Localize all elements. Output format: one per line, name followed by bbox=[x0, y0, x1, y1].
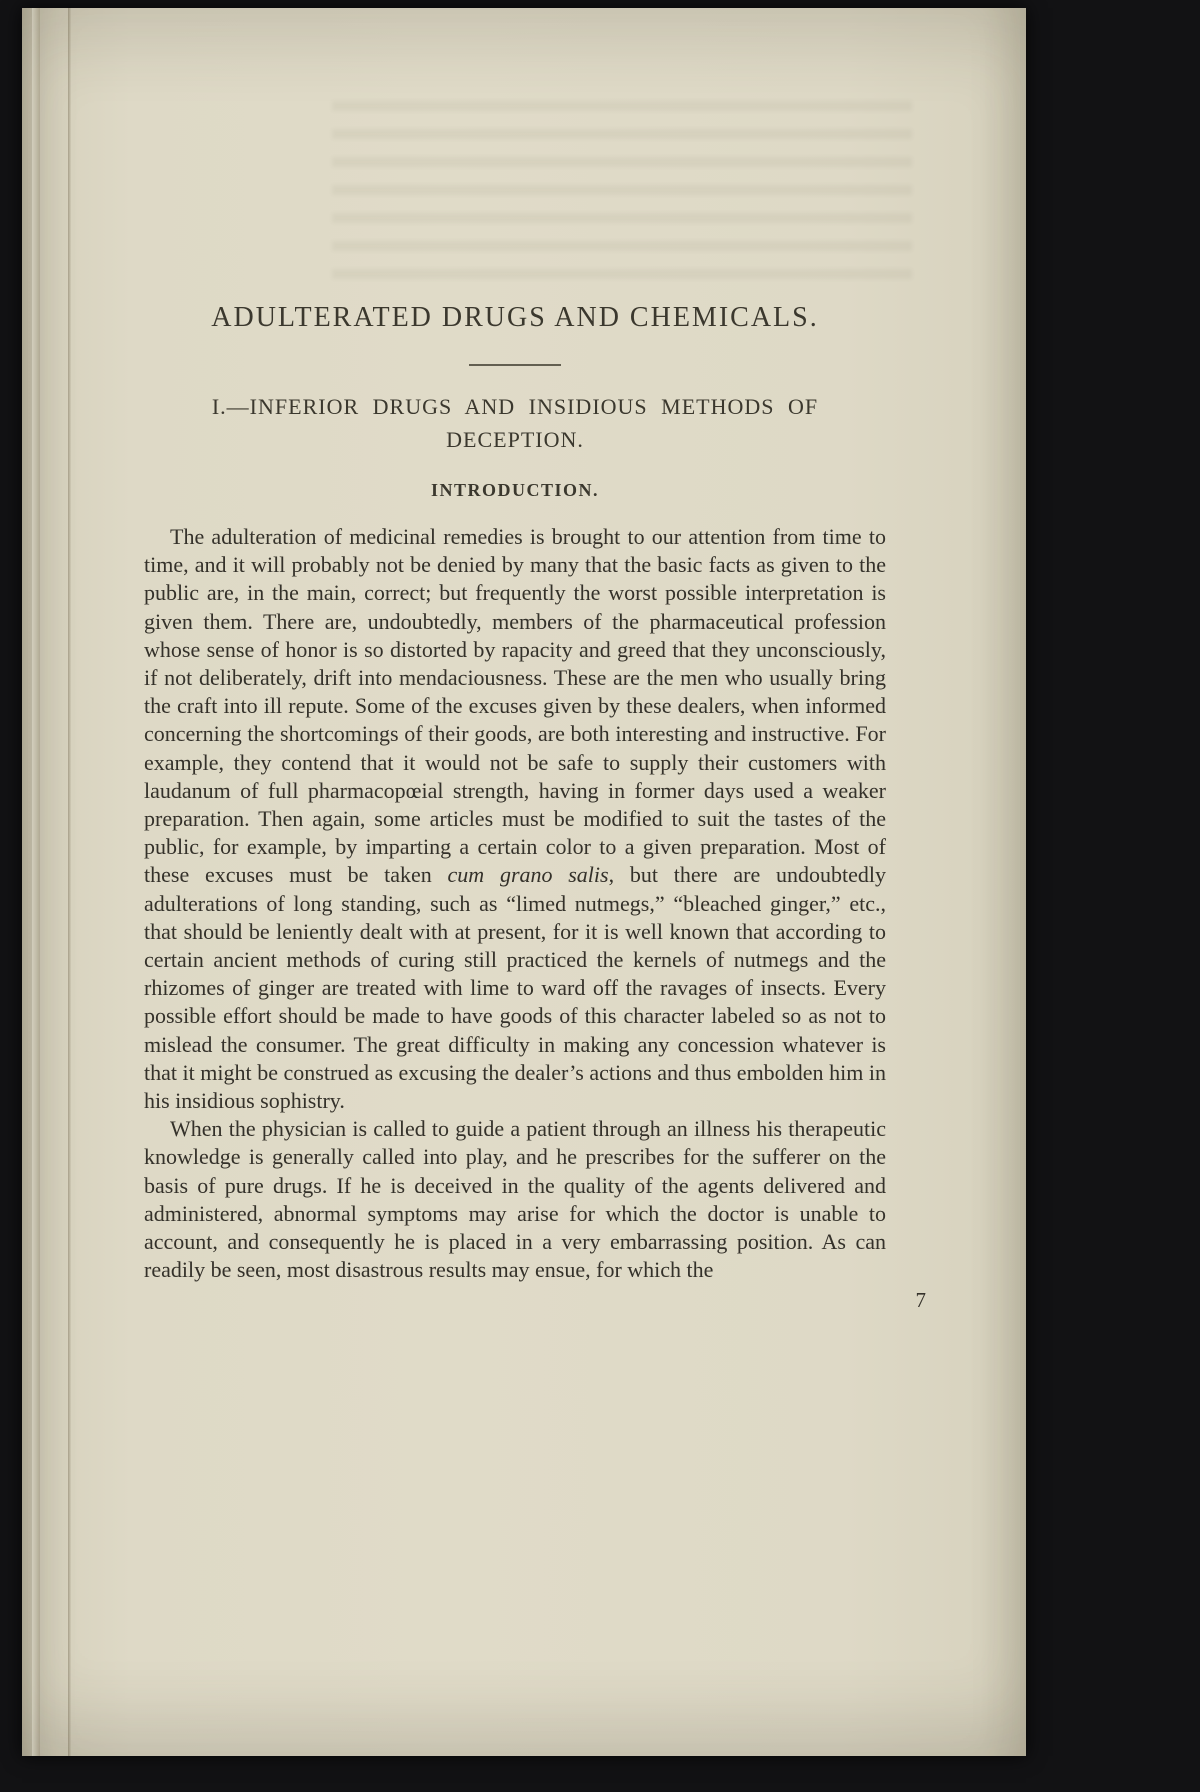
paragraph bbox=[144, 523, 886, 1115]
body-text bbox=[144, 523, 886, 1284]
page-edge bbox=[32, 8, 40, 1756]
paragraph-segment: The adulteration of medicinal remedies is brought to our attention from time to time, and it will probably not be denied by many that the basic facts as given to the public are, in the main, correct; but frequently the worst possible interpretation is given them. There are, undoubtedly, members of the pharmaceutical profession whose sense of honor is so distorted by rapacity and greed that they unconsciously, if not deliberately, drift into mendaciousness. These are the men who usually bring the craft into ill repute. Some of the excuses given by these dealers, when informed concerning the shortcomings of their goods, are both interesting and instructive. For example, they contend that it would not be safe to supply their customers with laudanum of full pharmacopœial strength, having in former days used a weaker preparation. Then again, some articles must be modified to suit the tastes of the public, for example, by imparting a certain color to a given preparation. Most of these excuses must be taken bbox=[144, 524, 886, 888]
paragraph-segment-italic: cum grano salis bbox=[447, 862, 609, 888]
paper-sheet bbox=[22, 8, 1026, 1756]
reverse-side-show-through bbox=[332, 94, 912, 294]
binding-crease bbox=[68, 8, 71, 1756]
paragraph bbox=[144, 1115, 886, 1284]
paragraph-segment: When the physician is called to guide a patient through an illness his therapeutic knowledge is generally called into play, and he prescribes for the sufferer on the basis of pure drugs. If he is deceived in the quality of the agents delivered and administered, abnormal symptoms may arise for which the doctor is unable to account, and consequently he is placed in a very embarrassing position. As can readily be seen, most disastrous results may ensue, for which the bbox=[144, 1116, 886, 1283]
subheading-introduction: INTRODUCTION. bbox=[430, 480, 600, 500]
paragraph-segment: , but there are undoubtedly adulterations of long standing, such as “limed nutmegs,” “bleached ginger,” etc., that should be leniently dealt with at present, for it is well known that according to certain ancient methods of curing still practiced the kernels of nutmegs and the rhizomes of ginger are treated with lime to ward off the ravages of insects. Every possible effort should be made to have goods of this character labeled so as not to mislead the consumer. The great difficulty in making any concession whatever is that it might be construed as excusing the dealer’s actions and thus embolden him in his insidious sophistry. bbox=[144, 862, 887, 1114]
page-title: ADULTERATED DRUGS AND CHEMICALS. bbox=[211, 302, 819, 333]
section-heading: I.—INFERIOR DRUGS AND INSIDIOUS METHODS OF DECEPTION. bbox=[211, 394, 819, 452]
text-block bbox=[144, 302, 926, 1313]
title-divider-rule bbox=[469, 364, 561, 366]
page-number: 7 bbox=[915, 1288, 926, 1313]
